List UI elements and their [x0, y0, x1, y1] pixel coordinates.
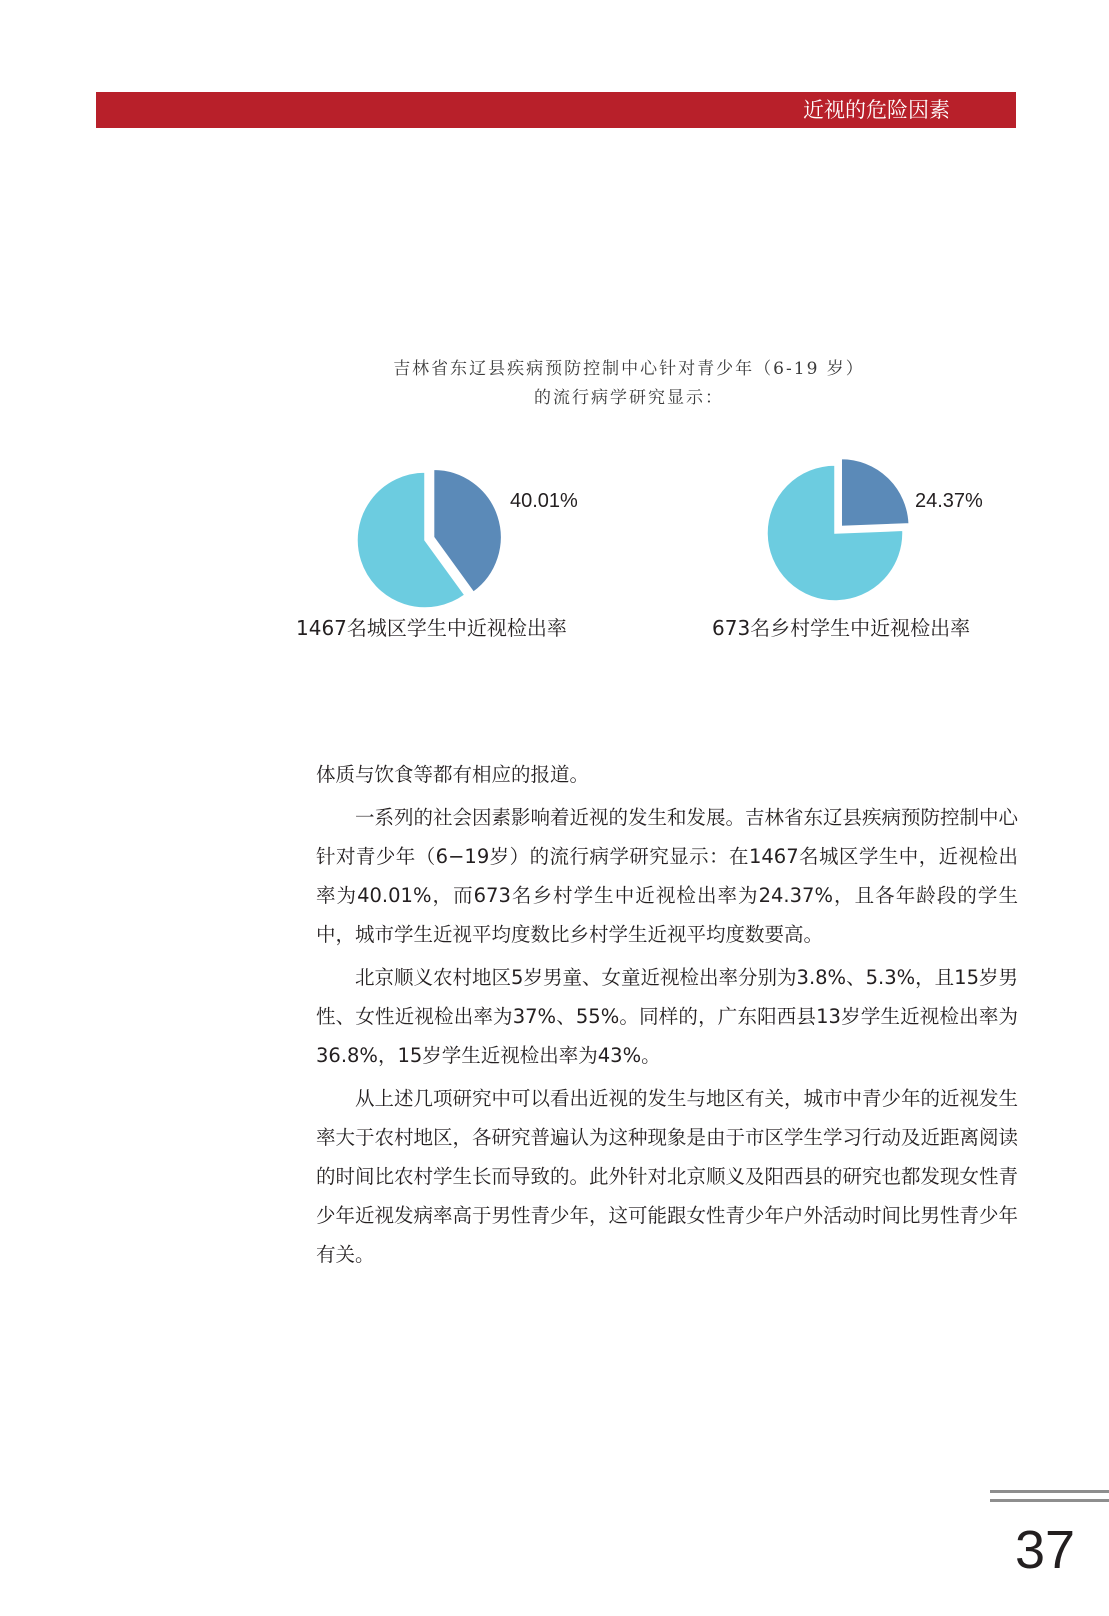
paragraph: 从上述几项研究中可以看出近视的发生与地区有关，城市中青少年的近视发生率大于农村地区，各研究普遍认为这种现象是由于市区学生学习行动及近距离阅读的时间比农村学生长而导致的。此外针对北京顺义及阳西县的研究也都发现女性青少年近视发病率高于男性青少年，这可能跟女性青少年户外活动时间比男性青少年有关。 — [316, 1087, 1019, 1266]
paragraph: 北京顺义农村地区5岁男童、女童近视检出率分别为3.8%、5.3%，且15岁男性、女性近视检出率为37%、55%。同样的，广东阳西县13岁学生近视检出率为36.8%，15岁学生近视检出率为43%。 — [316, 966, 1018, 1067]
pie-chart-urban — [340, 452, 520, 622]
figure-caption-line-1: 吉林省东辽县疾病预防控制中心针对青少年（6-19 岁） — [393, 359, 865, 379]
paragraph: 一系列的社会因素影响着近视的发生和发展。吉林省东辽县疾病预防控制中心针对青少年（6−19岁）的流行病学研究显示：在1467名城区学生中，近视检出率为40.01%，而673名乡村学生中近视检出率为24.37%，且各年龄段的学生中，城市学生近视平均度数比乡村学生近视平均度数要高。 — [316, 806, 1019, 946]
figure-caption — [330, 355, 928, 413]
rule-line — [990, 1490, 1109, 1493]
page-number: 37 — [1015, 1520, 1076, 1580]
page-number-rule — [990, 1490, 1109, 1508]
chapter-title: 近视的危险因素 — [803, 98, 950, 122]
body-text — [316, 755, 1018, 1278]
pie-value-rural: 24.37% — [915, 490, 983, 512]
pie-value-urban: 40.01% — [510, 490, 578, 512]
pie-label-rural: 673名乡村学生中近视检出率 — [712, 616, 971, 640]
pie-slice-highlight — [841, 459, 909, 527]
rule-line — [990, 1499, 1109, 1502]
pie-label-urban: 1467名城区学生中近视检出率 — [296, 616, 567, 640]
paragraph: 体质与饮食等都有相应的报道。 — [316, 763, 590, 786]
figure-caption-line-2: 的流行病学研究显示： — [534, 388, 724, 408]
chapter-header-bar — [96, 92, 1016, 128]
pie-chart-rural — [750, 445, 930, 615]
